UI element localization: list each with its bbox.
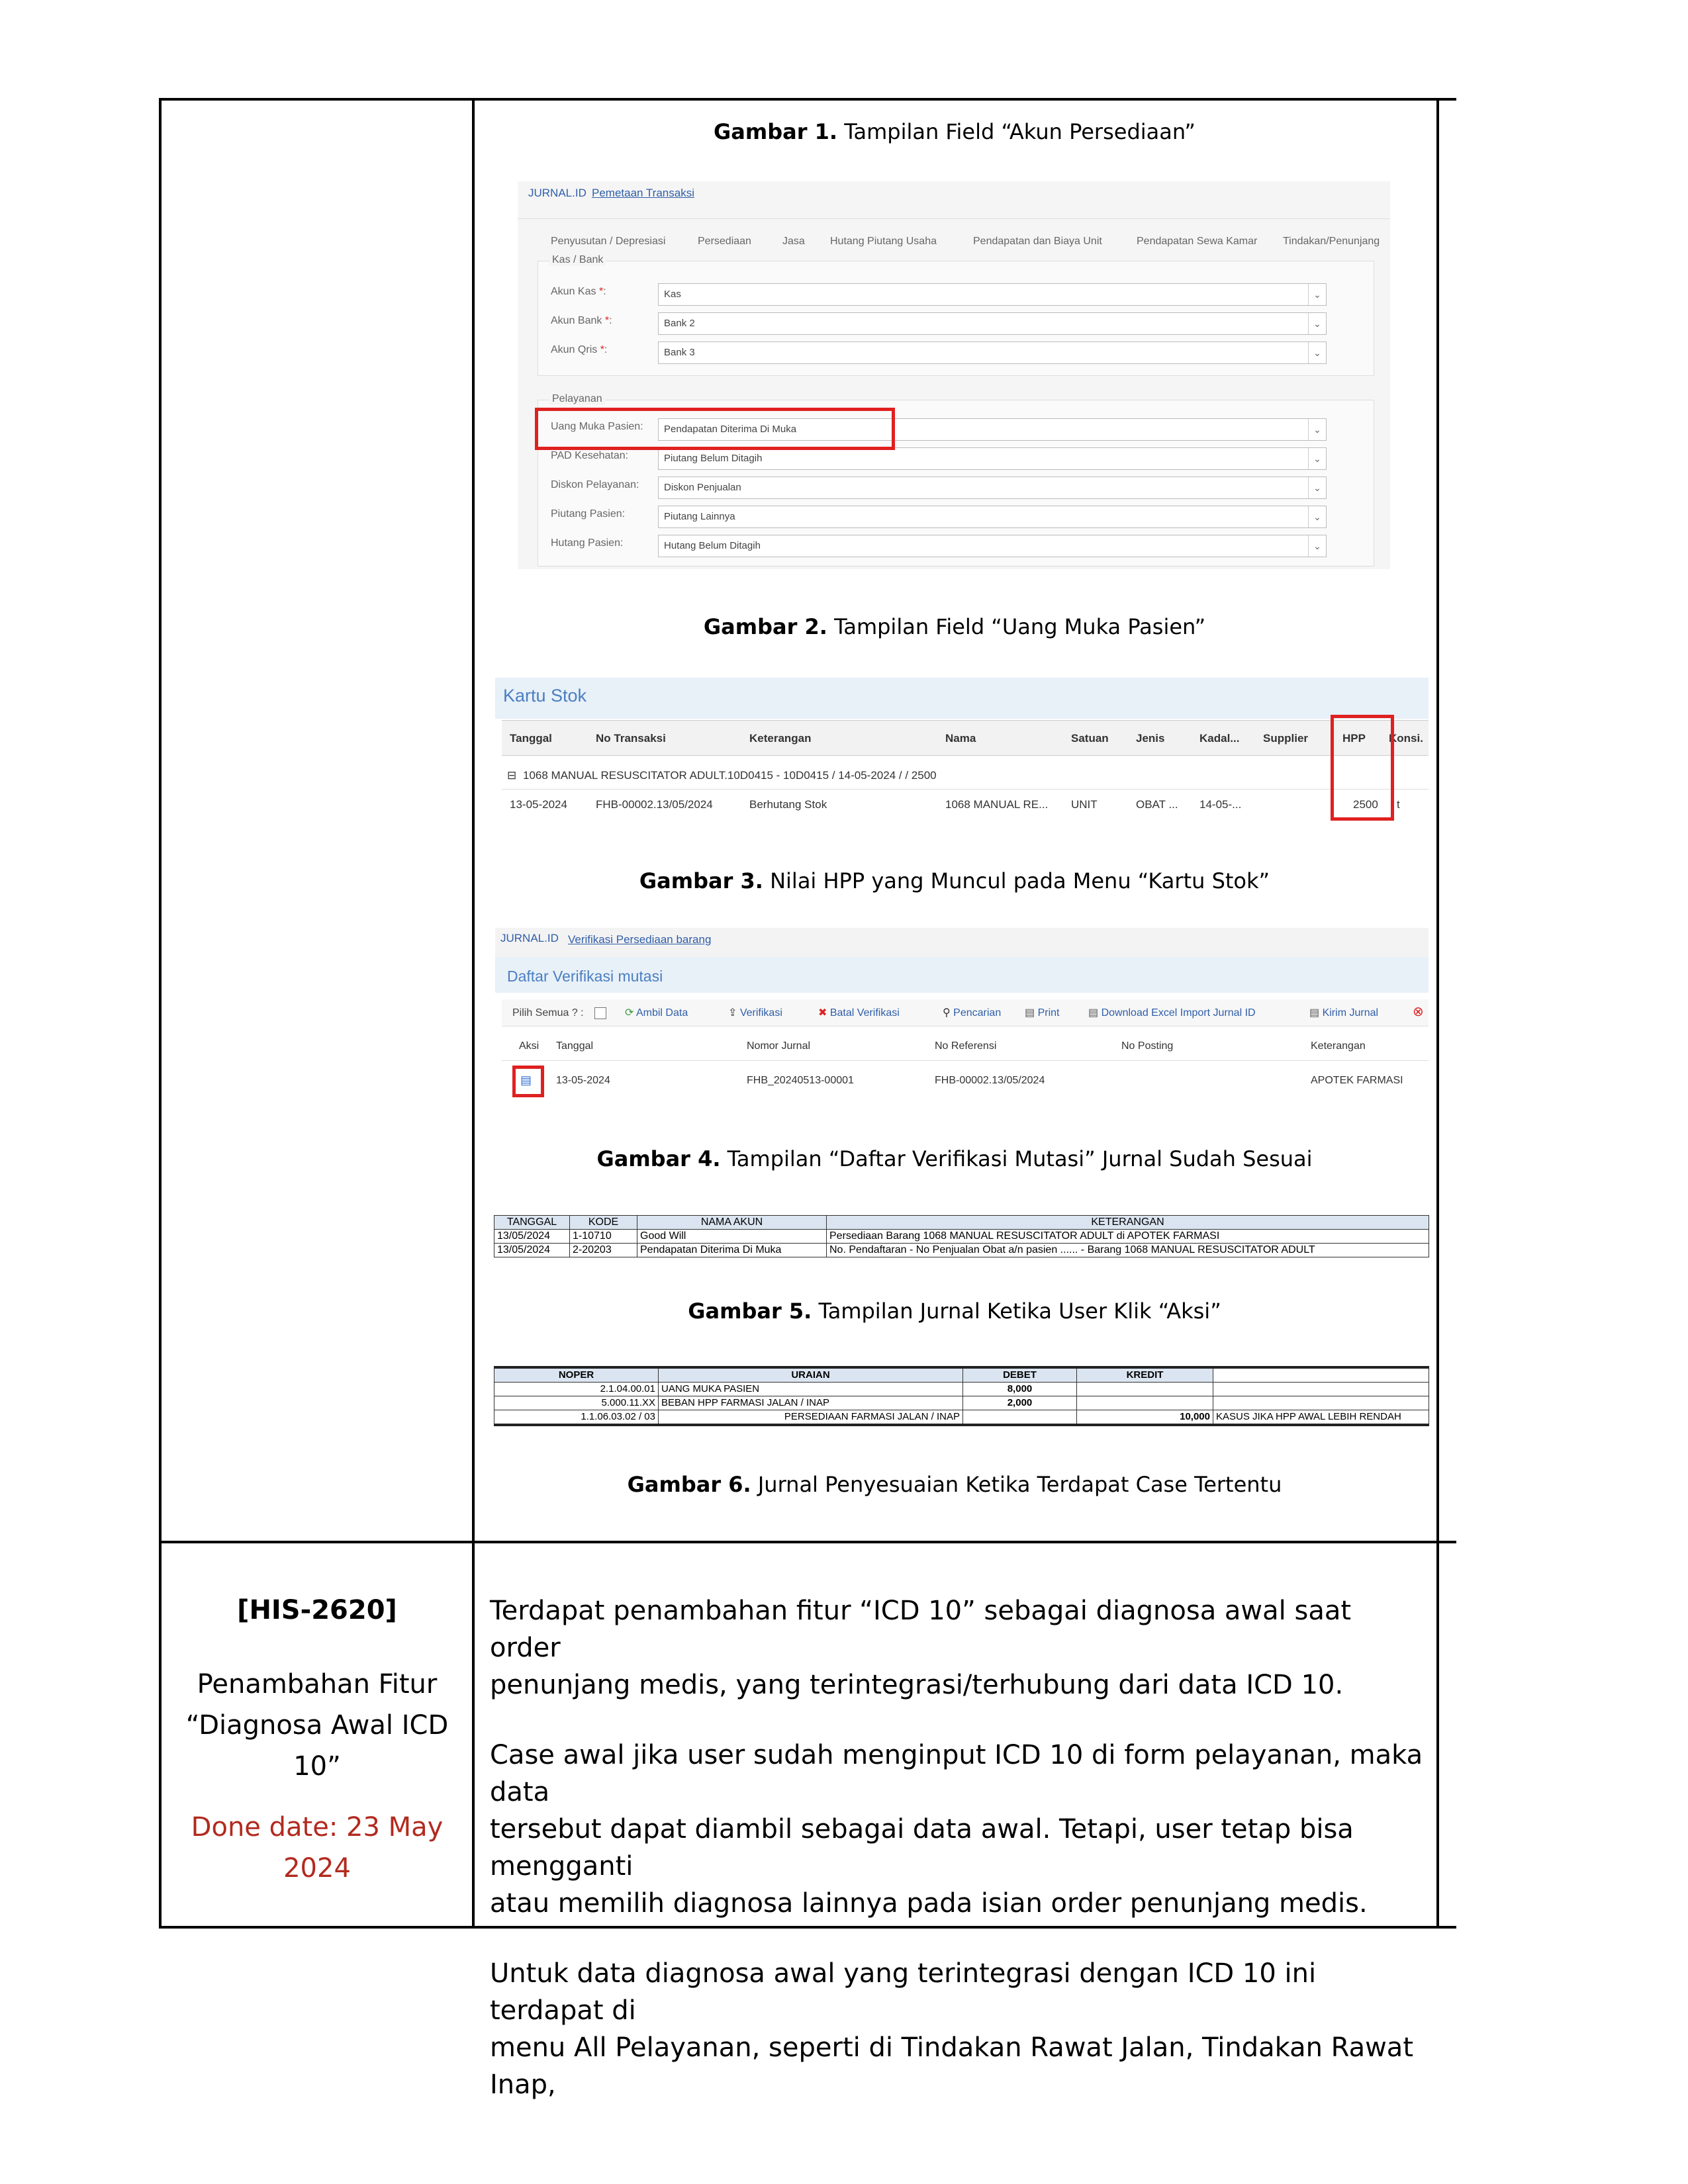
row-kadaluarsa: 14-05-... bbox=[1199, 798, 1242, 811]
kartu-stok-title: Kartu Stok bbox=[503, 686, 587, 705]
kas-bank-legend: Kas / Bank bbox=[549, 254, 606, 266]
header-noper: NOPER bbox=[494, 1367, 659, 1383]
paragraph-3-line-1: Untuk data diagnosa awal yang terintegrasi dengan ICD 10 ini terdapat di bbox=[490, 1958, 1317, 2026]
cell: No. Pendaftaran - No Penjualan Obat a/n pasien ...... - Barang 1068 MANUAL RESUSCITATOR ADULT bbox=[827, 1244, 1429, 1257]
col-keterangan[interactable]: Keterangan bbox=[749, 732, 812, 745]
printer-icon: ▤ bbox=[1025, 1007, 1035, 1019]
highlight-uang-muka-pasien bbox=[535, 408, 895, 450]
akun-bank-label: Akun Bank *: bbox=[551, 315, 612, 326]
chevron-down-icon[interactable]: ⌄ bbox=[1308, 448, 1326, 469]
jurnal-aksi-table bbox=[494, 1215, 1429, 1257]
cell bbox=[1077, 1396, 1213, 1410]
akun-qris-label: Akun Qris *: bbox=[551, 344, 608, 355]
done-date-line-2: 2024 bbox=[283, 1853, 351, 1884]
printer-icon: ▤ bbox=[1309, 1007, 1320, 1019]
row-satuan: UNIT bbox=[1071, 798, 1098, 811]
col-tanggal[interactable]: Tanggal bbox=[556, 1040, 594, 1052]
paragraph-1-line-2: penunjang medis, yang terintegrasi/terhubung dari data ICD 10. bbox=[490, 1670, 1344, 1700]
cell: Persediaan Barang 1068 MANUAL RESUSCITATOR ADULT di APOTEK FARMASI bbox=[827, 1230, 1429, 1244]
tab-penyusutan[interactable]: Penyusutan / Depresiasi bbox=[551, 236, 666, 247]
piutang-pasien-label: Piutang Pasien: bbox=[551, 508, 626, 520]
cell: 2.1.04.00.01 bbox=[494, 1383, 659, 1396]
caption-gambar-1: Gambar 1. Tampilan Field “Akun Persediaan” bbox=[714, 119, 1196, 144]
jurnal-penyesuaian-table bbox=[494, 1366, 1429, 1426]
download-excel-button[interactable]: ▤ Download Excel Import Jurnal ID bbox=[1088, 1007, 1256, 1019]
header-uraian: URAIAN bbox=[659, 1367, 963, 1383]
group-collapse-icon[interactable]: ⊟ bbox=[507, 769, 517, 782]
cell: 2-20203 bbox=[570, 1244, 637, 1257]
col-supplier[interactable]: Supplier bbox=[1263, 732, 1309, 745]
pad-kesehatan-label: PAD Kesehatan: bbox=[551, 450, 629, 461]
table-row bbox=[494, 1396, 1429, 1410]
header-keterangan: KETERANGAN bbox=[827, 1216, 1429, 1230]
row-tanggal: 13-05-2024 bbox=[556, 1075, 610, 1086]
chevron-down-icon[interactable]: ⌄ bbox=[1308, 535, 1326, 557]
uang-muka-pasien-select[interactable]: Pendapatan Diterima Di Muka ⌄ bbox=[658, 418, 1327, 441]
cell bbox=[1213, 1383, 1429, 1396]
tab-pendapatan-biaya-unit[interactable]: Pendapatan dan Biaya Unit bbox=[973, 236, 1102, 247]
table-row bbox=[494, 1230, 1429, 1244]
hutang-pasien-select[interactable]: Hutang Belum Ditagih ⌄ bbox=[658, 535, 1327, 557]
table-row bbox=[494, 1383, 1429, 1396]
verifikasi-button[interactable]: ⇪ Verifikasi bbox=[728, 1007, 782, 1019]
highlight-aksi bbox=[512, 1066, 544, 1097]
piutang-pasien-select[interactable]: Piutang Lainnya ⌄ bbox=[658, 506, 1327, 528]
chevron-down-icon[interactable]: ⌄ bbox=[1308, 284, 1326, 305]
row-hpp: 2500 bbox=[1353, 798, 1378, 811]
his-2620-left-cell bbox=[162, 1590, 473, 1889]
header-debet: DEBET bbox=[963, 1367, 1077, 1383]
search-icon: ⚲ bbox=[943, 1007, 951, 1019]
col-konsi[interactable]: Konsi. bbox=[1389, 732, 1423, 745]
his-2620-title-line-1: Penambahan Fitur bbox=[197, 1669, 438, 1700]
table-header-row bbox=[494, 1216, 1429, 1230]
caption-gambar-4: Gambar 4. Tampilan “Daftar Verifikasi Mutasi” Jurnal Sudah Sesuai bbox=[596, 1146, 1313, 1171]
table-border-top bbox=[159, 98, 1456, 101]
upload-icon: ⇪ bbox=[728, 1007, 737, 1019]
col-no-posting[interactable]: No Posting bbox=[1121, 1040, 1174, 1052]
header-kode: KODE bbox=[570, 1216, 637, 1230]
col-tanggal[interactable]: Tanggal bbox=[510, 732, 552, 745]
cell: KASUS JIKA HPP AWAL LEBIH RENDAH bbox=[1213, 1410, 1429, 1426]
caption-gambar-5: Gambar 5. Tampilan Jurnal Ketika User Klik “Aksi” bbox=[688, 1298, 1221, 1324]
row-nama: 1068 MANUAL RE... bbox=[945, 798, 1049, 811]
paragraph-2-line-2: tersebut dapat diambil sebagai data awal. Tetapi, user tetap bisa mengganti bbox=[490, 1814, 1354, 1882]
his-2620-title-line-3: 10” bbox=[293, 1751, 341, 1782]
daftar-verifikasi-title: Daftar Verifikasi mutasi bbox=[507, 968, 663, 985]
diskon-pelayanan-select[interactable]: Diskon Penjualan ⌄ bbox=[658, 477, 1327, 499]
uang-muka-pasien-label: Uang Muka Pasien: bbox=[551, 421, 643, 432]
his-2620-code: [HIS-2620] bbox=[237, 1595, 397, 1625]
paragraph-2-line-1: Case awal jika user sudah menginput ICD 10 di form pelayanan, maka data bbox=[490, 1740, 1423, 1807]
print-button[interactable]: ▤ Print bbox=[1025, 1007, 1060, 1019]
row-jenis: OBAT ... bbox=[1136, 798, 1178, 811]
tab-pendapatan-sewa-kamar[interactable]: Pendapatan Sewa Kamar bbox=[1137, 236, 1258, 247]
akun-kas-select[interactable]: Kas ⌄ bbox=[658, 283, 1327, 306]
row-keterangan: APOTEK FARMASI bbox=[1311, 1075, 1403, 1086]
refresh-icon: ⟳ bbox=[625, 1007, 634, 1019]
chevron-down-icon[interactable]: ⌄ bbox=[1308, 342, 1326, 363]
chevron-down-icon[interactable]: ⌄ bbox=[1308, 419, 1326, 440]
cell: 13/05/2024 bbox=[494, 1230, 570, 1244]
chevron-down-icon[interactable]: ⌄ bbox=[1308, 313, 1326, 334]
diskon-pelayanan-label: Diskon Pelayanan: bbox=[551, 479, 639, 490]
col-no-transaksi[interactable]: No Transaksi bbox=[596, 732, 666, 745]
hutang-pasien-label: Hutang Pasien: bbox=[551, 537, 624, 549]
cell bbox=[1213, 1396, 1429, 1410]
close-icon[interactable]: ⊗ bbox=[1413, 1005, 1424, 1019]
caption-gambar-3: Gambar 3. Nilai HPP yang Muncul pada Menu “Kartu Stok” bbox=[639, 868, 1270, 893]
cell: Good Will bbox=[637, 1230, 827, 1244]
caption-gambar-2: Gambar 2. Tampilan Field “Uang Muka Pasien” bbox=[703, 614, 1206, 639]
col-keterangan[interactable]: Keterangan bbox=[1311, 1040, 1366, 1052]
table-border-right bbox=[1436, 98, 1439, 1929]
done-date-line-1: Done date: 23 May bbox=[191, 1812, 444, 1843]
table-row-divider bbox=[159, 1541, 1456, 1543]
tab-persediaan[interactable]: Persediaan bbox=[698, 236, 751, 247]
cell: Pendapatan Diterima Di Muka bbox=[637, 1244, 827, 1257]
paragraph-3-line-2: menu All Pelayanan, seperti di Tindakan Rawat Jalan, Tindakan Rawat Inap, bbox=[490, 2032, 1413, 2100]
col-nama[interactable]: Nama bbox=[945, 732, 976, 745]
paragraph-2-line-3: atau memilih diagnosa lainnya pada isian order penunjang medis. bbox=[490, 1888, 1368, 1919]
kirim-jurnal-button[interactable]: ▤ Kirim Jurnal bbox=[1309, 1007, 1379, 1019]
ambil-data-button[interactable]: ⟳ Ambil Data bbox=[625, 1007, 688, 1019]
akun-kas-label: Akun Kas *: bbox=[551, 286, 606, 297]
row-no-referensi: FHB-00002.13/05/2024 bbox=[935, 1075, 1045, 1086]
breadcrumb-pemetaan[interactable]: Pemetaan Transaksi bbox=[592, 187, 694, 199]
document-icon[interactable]: ▤ bbox=[520, 1073, 532, 1087]
cell: UANG MUKA PASIEN bbox=[659, 1383, 963, 1396]
col-no-referensi[interactable]: No Referensi bbox=[935, 1040, 997, 1052]
cell: BEBAN HPP FARMASI JALAN / INAP bbox=[659, 1396, 963, 1410]
col-nomor-jurnal[interactable]: Nomor Jurnal bbox=[747, 1040, 811, 1052]
chevron-down-icon[interactable]: ⌄ bbox=[1308, 477, 1326, 498]
col-jenis[interactable]: Jenis bbox=[1136, 732, 1165, 745]
table-header-row bbox=[494, 1367, 1429, 1383]
cell: 5.000.11.XX bbox=[494, 1396, 659, 1410]
pad-kesehatan-select[interactable]: Piutang Belum Ditagih ⌄ bbox=[658, 447, 1327, 470]
cell: 2,000 bbox=[963, 1396, 1077, 1410]
cell: 8,000 bbox=[963, 1383, 1077, 1396]
jurnal-id-brand: JURNAL.ID bbox=[500, 932, 559, 944]
row-konsi: t bbox=[1397, 798, 1400, 811]
tab-hutang-piutang[interactable]: Hutang Piutang Usaha bbox=[830, 236, 937, 247]
kartu-stok-group-row: 1068 MANUAL RESUSCITATOR ADULT.10D0415 - 10D0415 / 14-05-2024 / / 2500 bbox=[523, 769, 937, 782]
row-nomor-jurnal: FHB_20240513-00001 bbox=[747, 1075, 854, 1086]
his-2620-description bbox=[490, 1592, 1430, 2103]
pemetaan-screenshot bbox=[518, 181, 1390, 569]
pencarian-button[interactable]: ⚲ Pencarian bbox=[943, 1007, 1002, 1019]
empty-header-cell bbox=[1213, 1367, 1429, 1383]
row-no-transaksi: FHB-00002.13/05/2024 bbox=[596, 798, 713, 811]
col-satuan[interactable]: Satuan bbox=[1071, 732, 1109, 745]
chevron-down-icon[interactable]: ⌄ bbox=[1308, 506, 1326, 527]
cell bbox=[1077, 1383, 1213, 1396]
kartu-stok-screenshot bbox=[495, 678, 1429, 827]
col-kadaluarsa[interactable]: Kadal... bbox=[1199, 732, 1240, 745]
col-hpp[interactable]: HPP bbox=[1342, 732, 1366, 745]
pelayanan-legend: Pelayanan bbox=[549, 393, 605, 405]
pilih-semua-label: Pilih Semua ? : bbox=[512, 1007, 584, 1019]
cancel-icon: ✖ bbox=[818, 1007, 827, 1019]
pilih-semua-checkbox[interactable] bbox=[594, 1007, 606, 1019]
col-aksi[interactable]: Aksi bbox=[519, 1040, 539, 1052]
cell bbox=[963, 1410, 1077, 1426]
cell: 1.1.06.03.02 / 03 bbox=[494, 1410, 659, 1426]
caption-gambar-6: Gambar 6. Jurnal Penyesuaian Ketika Terdapat Case Tertentu bbox=[627, 1472, 1282, 1497]
verifikasi-screenshot bbox=[495, 928, 1429, 1103]
akun-bank-select[interactable]: Bank 2 ⌄ bbox=[658, 312, 1327, 335]
row-tanggal: 13-05-2024 bbox=[510, 798, 567, 811]
akun-qris-select[interactable]: Bank 3 ⌄ bbox=[658, 341, 1327, 364]
row-keterangan: Berhutang Stok bbox=[749, 798, 827, 811]
highlight-hpp bbox=[1331, 715, 1394, 821]
header-tanggal: TANGGAL bbox=[494, 1216, 570, 1230]
paragraph-1-line-1: Terdapat penambahan fitur “ICD 10” sebagai diagnosa awal saat order bbox=[490, 1596, 1352, 1663]
header-kredit: KREDIT bbox=[1077, 1367, 1213, 1383]
batal-verifikasi-button[interactable]: ✖ Batal Verifikasi bbox=[818, 1007, 900, 1019]
cell: 10,000 bbox=[1077, 1410, 1213, 1426]
printer-icon: ▤ bbox=[1088, 1007, 1099, 1019]
table-row bbox=[494, 1244, 1429, 1257]
cell: PERSEDIAAN FARMASI JALAN / INAP bbox=[659, 1410, 963, 1426]
cell: 13/05/2024 bbox=[494, 1244, 570, 1257]
cell: 1-10710 bbox=[570, 1230, 637, 1244]
tab-tindakan-penunjang[interactable]: Tindakan/Penunjang bbox=[1283, 236, 1380, 247]
his-2620-title-line-2: “Diagnosa Awal ICD bbox=[185, 1710, 449, 1741]
jurnal-id-brand: JURNAL.ID bbox=[528, 187, 586, 199]
tab-jasa[interactable]: Jasa bbox=[782, 236, 805, 247]
breadcrumb-verifikasi[interactable]: Verifikasi Persediaan barang bbox=[568, 933, 712, 946]
table-row bbox=[494, 1410, 1429, 1426]
header-nama-akun: NAMA AKUN bbox=[637, 1216, 827, 1230]
